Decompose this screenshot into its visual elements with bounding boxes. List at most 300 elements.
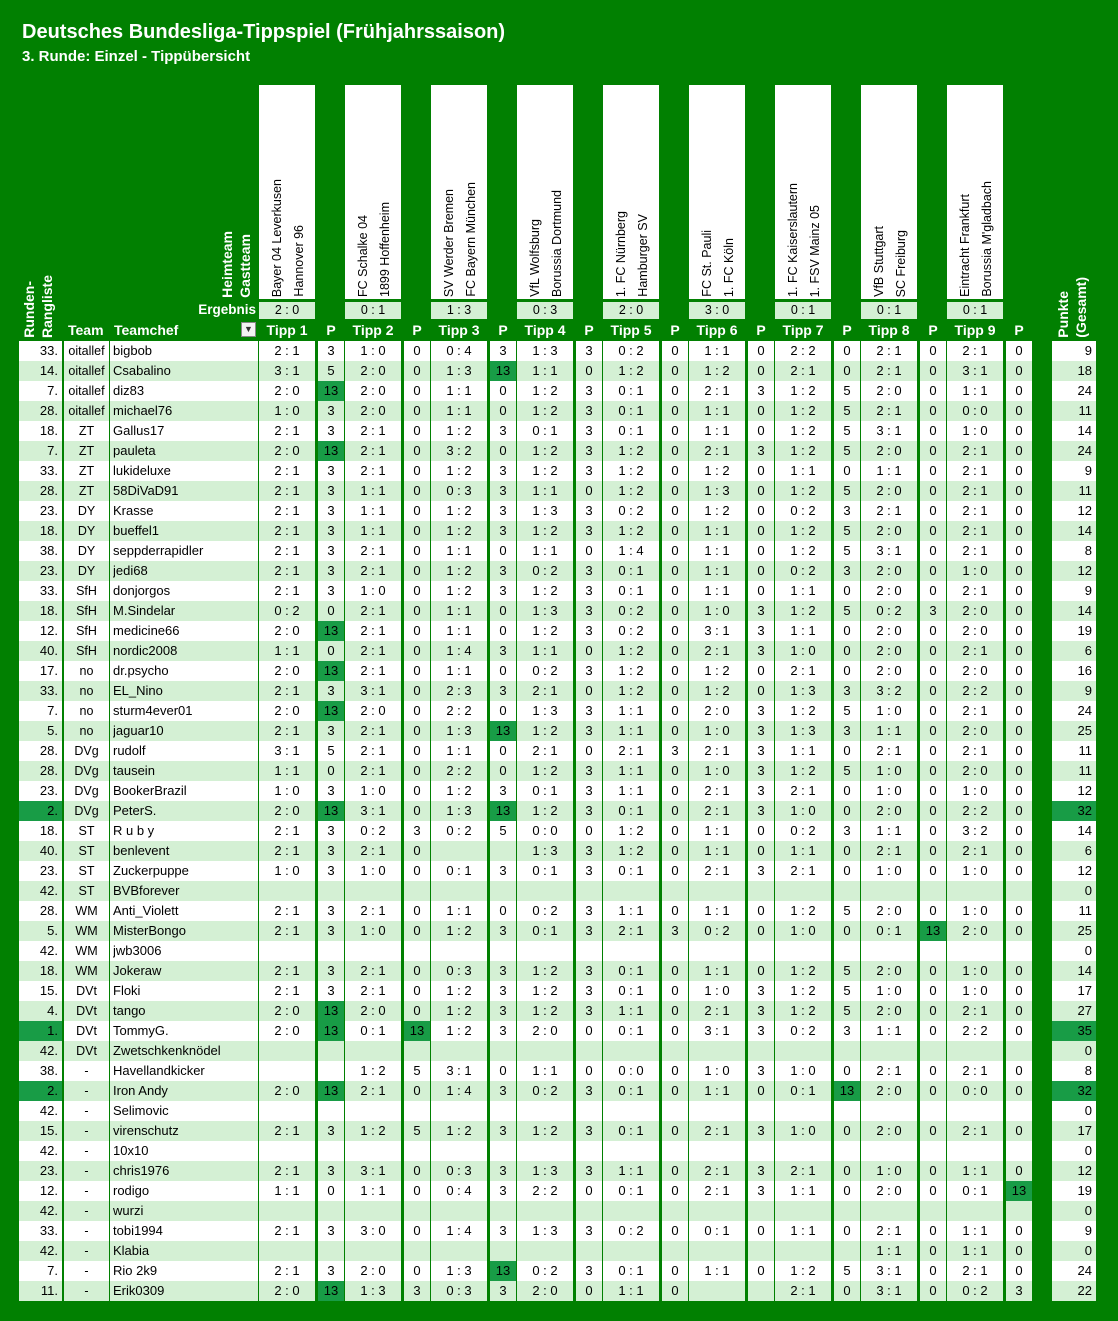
tipp-cell: 2 : 0: [532, 1023, 558, 1038]
points-cell: 0: [843, 843, 851, 858]
punkte-label-2: (Gesamt): [1073, 277, 1089, 338]
points-cell: 5: [413, 1063, 421, 1078]
points-cell: [490, 841, 516, 861]
tipp-cell: 1 : 2: [618, 483, 644, 498]
tipp-cell: [517, 1241, 573, 1261]
points-cell: 13: [323, 443, 339, 458]
match-result: 0 : 1: [345, 302, 401, 319]
points-cell: 0: [1015, 503, 1023, 518]
points-cell: 0: [1015, 863, 1023, 878]
points-cell: 3: [585, 663, 593, 678]
table-row: [0, 981, 1118, 1001]
points-cell: 0: [499, 383, 507, 398]
tipp-cell: 1 : 2: [532, 403, 558, 418]
points-cell: 0: [843, 1283, 851, 1298]
tipp-cell: 1 : 1: [446, 403, 472, 418]
tipp-cell: [861, 1041, 917, 1061]
tipp-cell: 2 : 0: [876, 623, 902, 638]
tipp-cell: 1 : 1: [446, 543, 472, 558]
tipp-cell: 1 : 3: [446, 803, 472, 818]
tipp-cell: [431, 881, 487, 901]
points-cell: 3: [843, 563, 851, 578]
team-cell: DY: [77, 564, 96, 578]
tipp-cell: 2 : 1: [274, 843, 300, 858]
points-cell: 0: [585, 743, 593, 758]
teamchef-cell: Erik0309: [113, 1283, 165, 1298]
tipp-cell: [861, 1201, 917, 1221]
rank-cell: 38.: [39, 1063, 58, 1078]
tipp-cell: 2 : 0: [876, 523, 902, 538]
tipp-cell: 1 : 1: [618, 703, 644, 718]
tipp-cell: 1 : 2: [790, 1003, 816, 1018]
points-cell: 0: [929, 383, 937, 398]
home-team-label: Bayer 04 Leverkusen: [270, 178, 284, 297]
tipp-cell: 1 : 1: [360, 483, 386, 498]
tipp-cell: 2 : 1: [962, 523, 988, 538]
points-cell: 0: [413, 1263, 421, 1278]
tipp-cell: 3 : 1: [360, 683, 386, 698]
points-cell: 0: [757, 523, 765, 538]
tipp-cell: 2 : 1: [962, 843, 988, 858]
tipp-cell: 2 : 1: [876, 843, 902, 858]
points-cell: 0: [929, 743, 937, 758]
teamchef-cell: Selimovic: [113, 1103, 169, 1118]
table-row: [0, 1141, 1118, 1161]
table-row: [0, 681, 1118, 701]
teamchef-column-header: Teamchef: [114, 322, 179, 338]
points-cell: 3: [327, 863, 335, 878]
tipp-cell: 1 : 0: [274, 403, 300, 418]
total-points-cell: 11: [1078, 743, 1092, 758]
tipp-cell: 0 : 1: [532, 423, 558, 438]
points-cell: 0: [1015, 843, 1023, 858]
tipp-cell: 1 : 1: [446, 663, 472, 678]
total-points-cell: 24: [1077, 703, 1092, 718]
points-cell: 0: [1015, 443, 1023, 458]
tipp-cell: 2 : 0: [962, 663, 988, 678]
teamchef-cell: Rio 2k9: [113, 1263, 158, 1278]
tipp-cell: 1 : 3: [446, 1263, 472, 1278]
tipp-column-header: Tipp 9: [954, 322, 996, 338]
points-cell: 0: [1015, 363, 1023, 378]
points-cell: 3: [757, 623, 765, 638]
points-cell: 3: [585, 723, 593, 738]
team-cell: no: [79, 684, 94, 698]
tipp-cell: 2 : 1: [532, 743, 558, 758]
tipp-cell: 1 : 0: [360, 923, 386, 938]
points-cell: 0: [929, 343, 937, 358]
tipp-cell: 1 : 1: [274, 763, 300, 778]
points-cell: 0: [585, 1283, 593, 1298]
points-cell: [662, 1201, 688, 1221]
points-cell: 0: [499, 663, 507, 678]
points-cell: 0: [1015, 643, 1023, 658]
tipp-cell: 0 : 1: [618, 583, 644, 598]
tipp-cell: 1 : 1: [446, 743, 472, 758]
points-cell: 3: [757, 983, 765, 998]
table-row: [0, 861, 1118, 881]
table-row: [0, 1221, 1118, 1241]
tipp-cell: 0 : 1: [962, 1183, 988, 1198]
points-cell: 0: [1015, 983, 1023, 998]
points-cell: 0: [413, 763, 421, 778]
tipp-cell: 1 : 2: [704, 663, 730, 678]
tipp-cell: 1 : 0: [962, 563, 988, 578]
points-cell: 0: [1015, 663, 1023, 678]
points-cell: 5: [843, 443, 851, 458]
points-cell: 0: [929, 543, 937, 558]
points-cell: [318, 1061, 344, 1081]
home-team-label: SV Werder Bremen: [442, 188, 456, 297]
points-cell: 0: [929, 783, 937, 798]
tipp-cell: 2 : 1: [360, 603, 386, 618]
tipp-cell: 1 : 2: [618, 823, 644, 838]
points-cell: 3: [585, 783, 593, 798]
points-cell: 0: [413, 783, 421, 798]
points-cell: 0: [671, 703, 679, 718]
total-points-cell: 9: [1084, 343, 1092, 358]
tipp-cell: 3 : 1: [876, 543, 902, 558]
tipp-cell: 2 : 1: [360, 983, 386, 998]
filter-dropdown-button[interactable]: [241, 322, 256, 337]
points-cell: [662, 1041, 688, 1061]
points-cell: 5: [843, 1263, 851, 1278]
points-cell: 3: [585, 863, 593, 878]
tipp-cell: 2 : 1: [274, 1263, 300, 1278]
points-cell: 5: [843, 403, 851, 418]
points-cell: 0: [1015, 1163, 1023, 1178]
tipp-cell: 1 : 2: [446, 463, 472, 478]
tipp-cell: 1 : 2: [790, 963, 816, 978]
rank-cell: 18.: [39, 603, 58, 618]
total-points-cell: 8: [1084, 1063, 1092, 1078]
points-cell: 0: [929, 1163, 937, 1178]
points-cell: 3: [499, 523, 507, 538]
table-row: [0, 761, 1118, 781]
points-cell: 0: [671, 623, 679, 638]
tipp-cell: 2 : 1: [274, 923, 300, 938]
tipp-cell: 1 : 2: [532, 463, 558, 478]
tipp-cell: 3 : 0: [360, 1223, 386, 1238]
points-cell: 3: [327, 1163, 335, 1178]
tipp-cell: 1 : 0: [704, 763, 730, 778]
points-cell: 3: [585, 463, 593, 478]
tipp-cell: 0 : 1: [532, 923, 558, 938]
tipp-cell: 0 : 2: [962, 1283, 988, 1298]
tipp-cell: 2 : 0: [274, 1023, 300, 1038]
tipp-cell: [861, 881, 917, 901]
tipp-cell: 1 : 2: [790, 543, 816, 558]
points-cell: 0: [929, 1083, 937, 1098]
teamchef-cell: bigbob: [113, 343, 153, 358]
tipp-cell: 0 : 1: [618, 963, 644, 978]
tipp-cell: 2 : 1: [274, 723, 300, 738]
tipp-cell: 3 : 1: [274, 743, 300, 758]
tipp-cell: [259, 1241, 315, 1261]
tipp-cell: 1 : 2: [446, 983, 472, 998]
points-cell: [576, 1141, 602, 1161]
tipp-cell: 1 : 2: [446, 503, 472, 518]
team-cell: ST: [78, 824, 95, 838]
tipp-cell: 1 : 1: [962, 383, 988, 398]
tipp-cell: 1 : 2: [704, 683, 730, 698]
points-cell: 0: [413, 843, 421, 858]
tipp-cell: 1 : 1: [532, 363, 558, 378]
tipp-cell: 1 : 2: [532, 723, 558, 738]
tipp-cell: 1 : 1: [962, 1163, 988, 1178]
tipp-cell: 3 : 1: [876, 1263, 902, 1278]
tipp-cell: [603, 1241, 659, 1261]
points-column-header: P: [326, 322, 336, 338]
points-cell: 0: [413, 683, 421, 698]
points-cell: 3: [327, 563, 335, 578]
points-cell: [318, 1041, 344, 1061]
tipp-cell: 2 : 1: [274, 1163, 300, 1178]
team-cell: DVg: [74, 764, 99, 778]
tipp-cell: 1 : 1: [532, 1063, 558, 1078]
tipp-cell: 2 : 1: [274, 1123, 300, 1138]
tipp-cell: 1 : 1: [876, 1023, 902, 1038]
points-cell: 3: [843, 723, 851, 738]
tipp-cell: [517, 941, 573, 961]
tipp-cell: 1 : 0: [274, 783, 300, 798]
points-cell: 3: [499, 923, 507, 938]
points-cell: 3: [327, 783, 335, 798]
rank-cell: 42.: [39, 883, 58, 898]
points-cell: 0: [929, 523, 937, 538]
tipp-cell: 0 : 2: [532, 1083, 558, 1098]
table-row: [0, 341, 1118, 361]
teamchef-cell: TommyG.: [113, 1023, 169, 1038]
table-row: [0, 1001, 1118, 1021]
tipp-cell: 2 : 1: [274, 503, 300, 518]
tipp-cell: [861, 1101, 917, 1121]
tipp-cell: 2 : 0: [360, 1263, 386, 1278]
points-cell: 5: [413, 1123, 421, 1138]
teamchef-cell: nordic2008: [113, 643, 178, 658]
points-cell: [662, 1241, 688, 1261]
tipp-cell: 2 : 0: [876, 963, 902, 978]
points-cell: 3: [499, 1163, 507, 1178]
tipp-cell: 1 : 0: [876, 783, 902, 798]
rank-cell: 18.: [39, 523, 58, 538]
points-cell: 0: [929, 1063, 937, 1078]
points-cell: 0: [757, 823, 765, 838]
points-cell: 5: [327, 743, 335, 758]
tipp-cell: 0 : 1: [704, 1223, 730, 1238]
tipp-cell: 2 : 1: [790, 863, 816, 878]
points-cell: 3: [499, 783, 507, 798]
teamchef-cell: MisterBongo: [113, 923, 186, 938]
points-cell: 0: [671, 483, 679, 498]
points-cell: 0: [757, 483, 765, 498]
tipp-cell: 1 : 1: [618, 1003, 644, 1018]
tipp-cell: 2 : 1: [876, 1223, 902, 1238]
points-cell: [662, 1101, 688, 1121]
points-cell: 0: [671, 1163, 679, 1178]
total-points-cell: 32: [1077, 1083, 1092, 1098]
points-cell: 0: [1015, 603, 1023, 618]
tipp-cell: [775, 1141, 831, 1161]
total-points-cell: 17: [1077, 983, 1092, 998]
total-points-cell: 14: [1077, 823, 1092, 838]
points-cell: 3: [499, 1283, 507, 1298]
tipp-cell: 1 : 2: [446, 423, 472, 438]
points-cell: 0: [413, 983, 421, 998]
tipp-cell: 1 : 2: [790, 983, 816, 998]
points-cell: [490, 941, 516, 961]
points-cell: 0: [929, 423, 937, 438]
total-points-cell: 18: [1077, 363, 1092, 378]
match-result: 2 : 0: [603, 302, 659, 319]
points-cell: 3: [757, 1123, 765, 1138]
points-cell: 0: [1015, 383, 1023, 398]
points-cell: 0: [929, 403, 937, 418]
rank-cell: 7.: [47, 383, 58, 398]
team-cell: SfH: [76, 604, 97, 618]
points-cell: 3: [585, 1163, 593, 1178]
points-cell: 5: [499, 823, 507, 838]
tipp-cell: [259, 1041, 315, 1061]
points-cell: [404, 1141, 430, 1161]
tipp-cell: 2 : 1: [962, 1063, 988, 1078]
points-cell: 0: [585, 543, 593, 558]
team-cell: ST: [78, 844, 95, 858]
away-team-label: Hannover 96: [292, 225, 306, 297]
points-cell: [404, 1041, 430, 1061]
points-cell: 3: [499, 683, 507, 698]
tipp-cell: 1 : 1: [532, 643, 558, 658]
table-row: [0, 601, 1118, 621]
tipp-cell: 1 : 2: [532, 443, 558, 458]
tipp-cell: 3 : 2: [962, 823, 988, 838]
tipp-cell: 1 : 1: [704, 403, 730, 418]
points-cell: 0: [929, 723, 937, 738]
points-cell: 0: [929, 463, 937, 478]
tipp-cell: 1 : 2: [446, 783, 472, 798]
points-cell: [834, 1101, 860, 1121]
table-row: [0, 441, 1118, 461]
tipp-cell: [345, 1241, 401, 1261]
total-points-cell: 9: [1084, 583, 1092, 598]
tipp-cell: 1 : 0: [790, 803, 816, 818]
tipp-cell: 1 : 2: [618, 663, 644, 678]
points-cell: [490, 1141, 516, 1161]
points-cell: 3: [671, 743, 679, 758]
tipp-cell: [431, 1101, 487, 1121]
points-cell: 3: [585, 603, 593, 618]
tipp-cell: 2 : 1: [360, 763, 386, 778]
tipp-cell: 1 : 0: [790, 643, 816, 658]
tipp-cell: 0 : 1: [618, 803, 644, 818]
tipp-cell: 2 : 1: [962, 503, 988, 518]
points-cell: 5: [843, 523, 851, 538]
rank-cell: 33.: [39, 343, 58, 358]
table-row: [0, 701, 1118, 721]
tipp-cell: 2 : 1: [876, 363, 902, 378]
points-cell: [834, 1141, 860, 1161]
points-cell: [834, 1041, 860, 1061]
tipp-cell: 2 : 0: [962, 923, 988, 938]
tipp-cell: 1 : 1: [876, 1243, 902, 1258]
points-cell: 3: [499, 1183, 507, 1198]
points-cell: [404, 881, 430, 901]
points-cell: 3: [757, 1003, 765, 1018]
tipp-cell: 1 : 1: [790, 843, 816, 858]
teamchef-cell: diz83: [113, 383, 145, 398]
tipp-cell: 2 : 0: [274, 623, 300, 638]
points-cell: 13: [495, 723, 511, 738]
tipp-cell: 2 : 1: [790, 363, 816, 378]
teamchef-cell: Iron Andy: [113, 1083, 168, 1098]
tipp-cell: [775, 881, 831, 901]
tipp-cell: 1 : 1: [360, 503, 386, 518]
points-column-header: P: [1014, 322, 1024, 338]
tipp-cell: 1 : 2: [446, 523, 472, 538]
tipp-cell: 0 : 1: [618, 563, 644, 578]
points-cell: 0: [1015, 783, 1023, 798]
team-cell: -: [84, 1104, 89, 1118]
points-cell: [748, 941, 774, 961]
points-cell: 3: [585, 583, 593, 598]
rangliste-label: Runden-: [21, 281, 37, 338]
tipp-cell: 1 : 1: [446, 383, 472, 398]
total-points-cell: 6: [1084, 843, 1092, 858]
tipp-cell: 1 : 1: [876, 723, 902, 738]
points-cell: 0: [929, 363, 937, 378]
tipp-cell: 1 : 2: [704, 463, 730, 478]
tipp-cell: 2 : 0: [704, 703, 730, 718]
tipp-cell: [689, 881, 745, 901]
points-cell: 0: [671, 823, 679, 838]
tipp-column-header: Tipp 6: [696, 322, 738, 338]
tipp-cell: [517, 1101, 573, 1121]
tipp-cell: 2 : 0: [962, 603, 988, 618]
tipp-cell: [345, 1141, 401, 1161]
points-cell: 3: [585, 1083, 593, 1098]
points-cell: 0: [1015, 1243, 1023, 1258]
points-cell: 0: [413, 1223, 421, 1238]
points-cell: 5: [843, 983, 851, 998]
points-cell: 3: [585, 1263, 593, 1278]
points-cell: 3: [585, 403, 593, 418]
tipp-cell: 1 : 1: [790, 583, 816, 598]
tipp-cell: 2 : 0: [274, 1003, 300, 1018]
rank-cell: 28.: [39, 403, 58, 418]
tipp-cell: 3 : 1: [274, 363, 300, 378]
points-cell: 0: [843, 1163, 851, 1178]
tipp-cell: 2 : 1: [618, 923, 644, 938]
tipp-cell: 2 : 1: [704, 1123, 730, 1138]
tipp-cell: 2 : 2: [962, 1023, 988, 1038]
points-cell: 3: [757, 643, 765, 658]
tipp-cell: 3 : 1: [962, 363, 988, 378]
points-cell: 3: [843, 823, 851, 838]
points-cell: 3: [499, 343, 507, 358]
rank-cell: 40.: [39, 643, 58, 658]
points-cell: 3: [499, 503, 507, 518]
tipp-cell: 2 : 0: [360, 703, 386, 718]
points-cell: 0: [1015, 483, 1023, 498]
tipp-cell: 1 : 0: [360, 343, 386, 358]
tipp-cell: 1 : 1: [790, 1223, 816, 1238]
points-cell: 3: [757, 603, 765, 618]
tipp-cell: [689, 1241, 745, 1261]
tipp-cell: 2 : 0: [876, 483, 902, 498]
total-points-cell: 16: [1077, 663, 1092, 678]
tipp-cell: 2 : 0: [876, 663, 902, 678]
tipp-cell: 3 : 1: [360, 1163, 386, 1178]
